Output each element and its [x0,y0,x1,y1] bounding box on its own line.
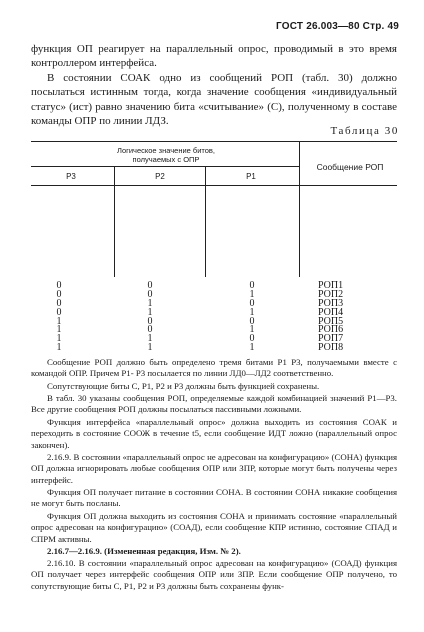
table-cell: 0 [249,333,255,345]
table-cell: 1 [56,315,62,327]
table-cell: РОП8 [318,342,344,354]
table-cell: 1 [249,342,255,354]
table-cell: 0 [147,324,153,336]
paragraph: В табл. 30 указаны сообщения РОП, определяемые каждой комбинацией значений Р1—Р3. Все другие сообщения РОП должны посылаться пассивными ложными. [31,393,397,415]
table-column-message-values [318,282,366,353]
table-col-p3: Р3 [66,172,76,181]
table-cell: 0 [147,280,153,291]
table-cell: 0 [56,288,62,300]
table-col-p2: Р2 [155,172,165,181]
table-column-p3-values [52,282,66,353]
paragraph: Функция ОП должна выходить из состояния СОНА и принимать состояние «параллельный опрос адресован на конфигурацию» (СОАД), если сообщение КПР истинно, состояние СПАД и СПРМ активны. [31,511,397,544]
table-cell: 1 [56,342,62,354]
table-column-p2-values [143,282,157,353]
table-cell: 0 [249,315,255,327]
table-cell: РОП7 [318,333,344,345]
table-cell: РОП4 [318,306,344,318]
table-cell: 1 [249,306,255,318]
table-group-header: Логическое значение битов, получаемых с ОПР [117,146,215,164]
table-cell: РОП5 [318,315,344,327]
table-cell: 0 [147,288,153,300]
table-cell: 1 [249,324,255,336]
paragraph: функция ОП реагирует на параллельный опрос, проводимый в это время контроллером интерфейса. [31,43,397,70]
paragraph: 2.16.10. В состоянии «параллельный опрос адресован на конфигурацию» (СОАД) функция ОП получает через интерфейс сообщения ОПР или ЗПР. Если сообщение ОПР получено, то сопутствующие биты С, Р1, Р2 и Р3 должны быть сохранены функ- [31,558,397,591]
table-cell: 0 [249,297,255,309]
table-rule-top [31,141,397,142]
table-cell: 0 [147,315,153,327]
table-rule-group [31,166,299,167]
table-cell: 1 [147,333,153,345]
table-cell: 1 [56,324,62,336]
paragraph: 2.16.9. В состоянии «параллельный опрос не адресован на конфигурацию» (СОНА) функция ОП должна игнорировать любые сообщения ОПР или ЗПР, которые могут быть получены через интерфейс. [31,452,397,485]
table-cell: 0 [56,280,62,291]
table-cell: 0 [56,306,62,318]
table-column-p1-values [245,282,259,353]
table-cell: РОП6 [318,324,344,336]
table-cell: 1 [147,306,153,318]
amendment-note: 2.16.7—2.16.9. (Измененная редакция, Изм. № 2). [47,546,241,556]
table-cell: 1 [249,288,255,300]
table-vline [299,141,300,277]
table-cell: 1 [56,333,62,345]
table-vline [205,166,206,277]
table-cell: 1 [147,342,153,354]
table-rule-header [31,185,397,186]
table-cell: РОП3 [318,297,344,309]
table-cell: 1 [147,297,153,309]
table-col-p1: Р1 [246,172,256,181]
paragraph: В состоянии СОАК одно из сообщений РОП (табл. 30) должно посылаться истинным тогда, когда значение сообщения «индивидуальный статус» (ист) равно значению бита «считывание» (С), полученному в составе команды ОПР по линии ЛДЗ. [31,72,397,127]
table-cell: 0 [56,297,62,309]
page-header: ГОСТ 26.003—80 Стр. 49 [276,21,399,32]
paragraph: Сопутствующие биты С, Р1, Р2 и Р3 должны быть функцией сохранены. [47,381,320,391]
table-caption: Таблица 30 [330,125,399,137]
paragraph: Функция интерфейса «параллельный опрос» должна выходить из состояния СОАК и переходить в состояние СООЖ в течение t5, если сообщение ИДТ ложно (параллельный опрос закончен). [31,417,397,450]
table-cell: 0 [249,280,255,291]
paragraph: Сообщение РОП должно быть определено тремя битами Р1 Р3, получаемыми вместе с командой ОПР. Причем Р1- Р3 посылается по линии ЛД0—ЛД2 соответственно. [31,357,397,379]
table-cell: РОП1 [318,280,344,291]
paragraph: Функция ОП получает питание в состоянии СОНА. В состоянии СОНА никакие сообщения не могут быть посланы. [31,487,397,509]
table-cell: РОП2 [318,288,344,300]
table-vline [114,166,115,277]
table-message-header: Сообщение РОП [316,162,384,172]
